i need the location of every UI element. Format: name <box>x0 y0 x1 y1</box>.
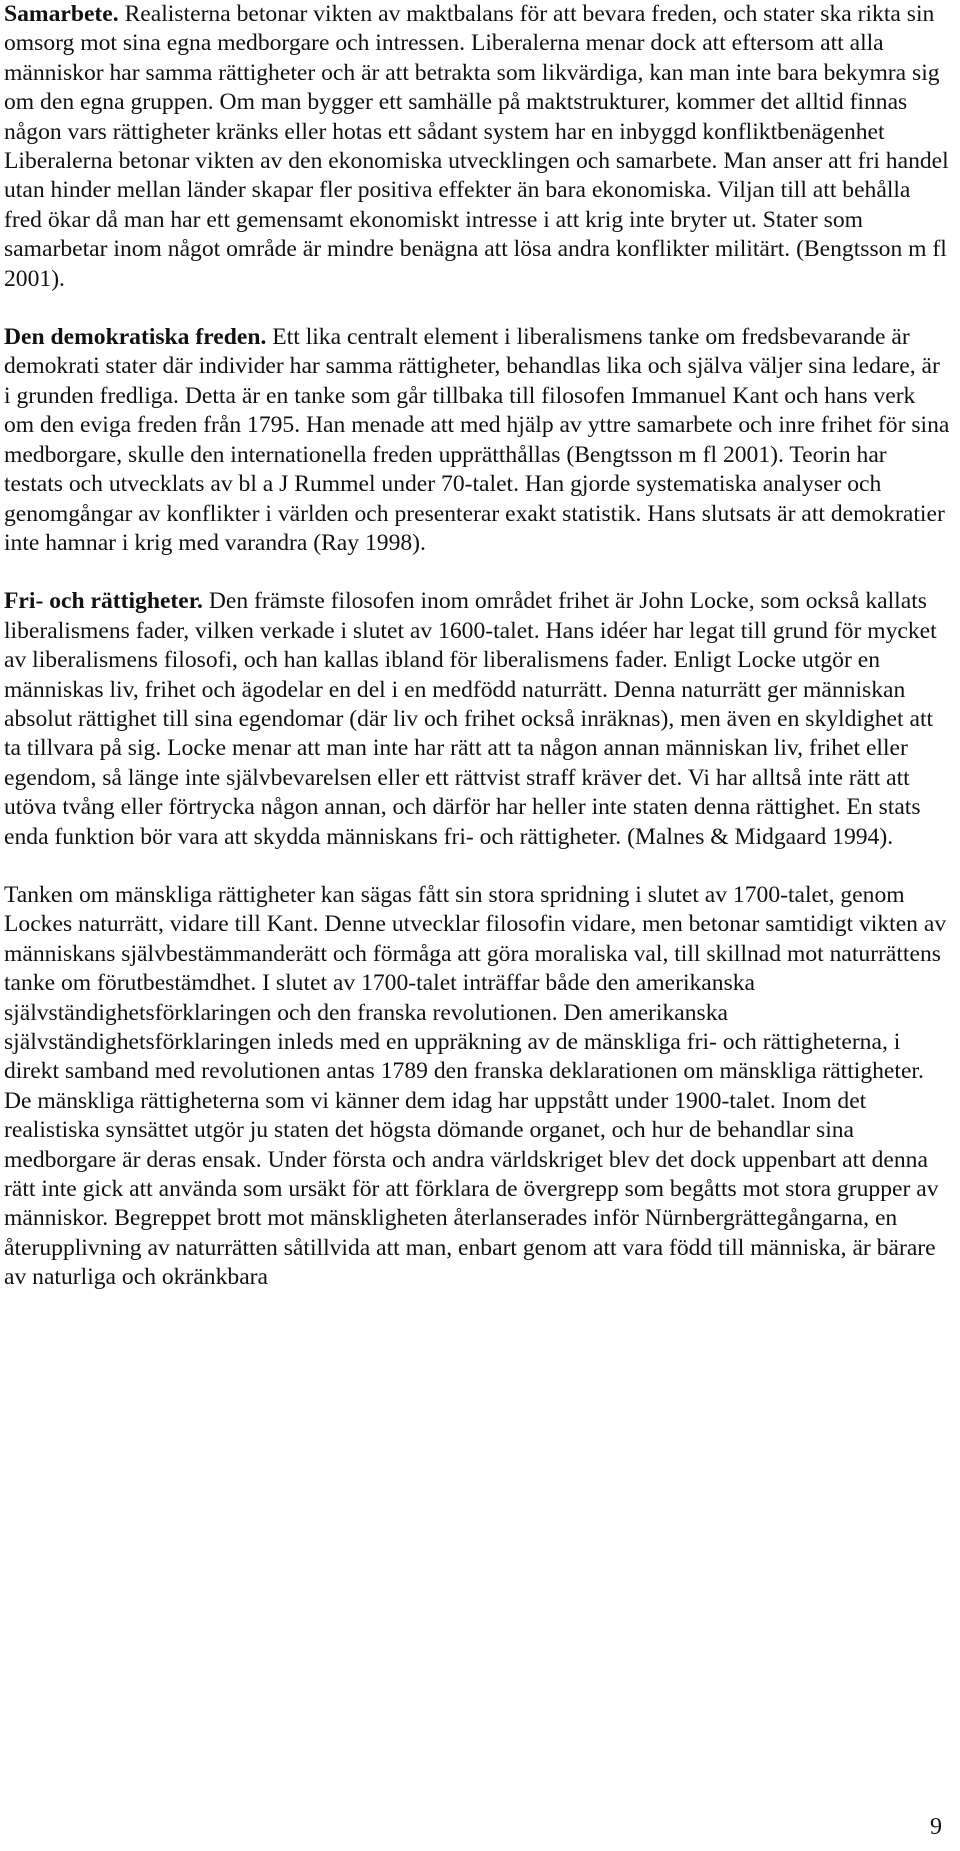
document-page <box>4 0 950 1293</box>
page-number: 9 <box>930 1814 942 1840</box>
paragraph-spacer <box>4 294 950 323</box>
paragraph-fri-och-rattigheter <box>4 587 950 852</box>
section-heading-fri-och-rattigheter: Fri- och rättigheter. <box>4 588 203 615</box>
section-heading-samarbete: Samarbete. <box>4 1 119 27</box>
section-heading-demokratiska-freden: Den demokratiska freden. <box>4 324 267 351</box>
paragraph-manskliga-rattigheter <box>4 881 950 1293</box>
paragraph-body-fri-och-rattigheter: Den främste filosofen inom området frihet är John Locke, som också kallats liberalismens fader, vilken verkade i slutet av 1600-talet. Hans idéer har legat till grund för mycket av liberalismens filosofi, och han kallas ibland för liberalismens fader. Enligt Locke utgör en människas liv, frihet och ägodelar en del i en medfödd naturrätt. Denna naturrätt ger människan absolut rättighet till sina egendomar (där liv och frihet också inräknas), men även en skyldighet att ta tillvara på sig. Locke menar att man inte har rätt att ta någon annan människan liv, frihet eller egendom, så länge inte självbevarelsen eller ett rättvist straff kräver det. Vi har alltså inte rätt att utöva tvång eller förtrycka någon annan, och därför har heller inte staten denna rättighet. En stats enda funktion bör vara att skydda människans fri- och rättigheter. (Malnes & Midgaard 1994). <box>4 588 937 850</box>
paragraph-spacer <box>4 558 950 587</box>
paragraph-samarbete <box>4 0 950 294</box>
paragraph-body-manskliga-rattigheter: Tanken om mänskliga rättigheter kan sägas fått sin stora spridning i slutet av 1700-talet, genom Lockes naturrätt, vidare till Kant. Denne utvecklar filosofin vidare, men betonar samtidigt vikten av människans självbestämmanderätt och förmåga att göra moraliska val, till skillnad mot naturrättens tanke om förutbestämdhet. I slutet av 1700-talet inträffar både den amerikanska självständighetsförklaringen och den franska revolutionen. Den amerikanska självständighetsförklaringen inleds med en uppräkning av de mänskliga fri- och rättigheterna, i direkt samband med revolutionen antas 1789 den franska deklarationen om mänskliga rättigheter. De mänskliga rättigheterna som vi känner dem idag har uppstått under 1900-talet. Inom det realistiska synsättet utgör ju staten det högsta dömande organet, och hur de behandlar sina medborgare är deras ensak. Under första och andra världskriget blev det dock uppenbart att denna rätt inte gick att använda som ursäkt för att förklara de övergrepp som begåtts mot stora grupper av människor. Begreppet brott mot mänskligheten återlanserades inför Nürnbergrättegångarna, en återupplivning av naturrätten såtillvida att man, enbart genom att vara född till människa, är bärare av naturliga och okränkbara <box>4 881 947 1291</box>
paragraph-spacer <box>4 852 950 881</box>
paragraph-body-demokratiska-freden: Ett lika centralt element i liberalismens tanke om fredsbevarande är demokrati stater där individer har samma rättigheter, behandlas lika och själva väljer sina ledare, är i grunden fredliga. Detta är en tanke som går tillbaka till filosofen Immanuel Kant och hans verk om den eviga freden från 1795. Han menade att med hjälp av yttre samarbete och inre frihet för sina medborgare, skulle den internationella freden upprätthållas (Bengtsson m fl 2001). Teorin har testats och utvecklats av bl a J Rummel under 70-talet. Han gjorde systematiska analyser och genomgångar av konflikter i världen och presenterar exakt statistik. Hans slutsats är att demokratier inte hamnar i krig med varandra (Ray 1998). <box>4 324 950 556</box>
paragraph-demokratiska-freden <box>4 323 950 558</box>
paragraph-body-samarbete: Realisterna betonar vikten av maktbalans för att bevara freden, och stater ska rikta sin omsorg mot sina egna medborgare och intressen. Liberalerna menar dock att eftersom att alla människor har samma rättigheter och är att betrakta som likvärdiga, kan man inte bara bekymra sig om den egna gruppen. Om man bygger ett samhälle på maktstrukturer, kommer det alltid finnas någon vars rättigheter kränks eller hotas ett sådant system har en inbyggd konfliktbenägenhet Liberalerna betonar vikten av den ekonomiska utvecklingen och samarbete. Man anser att fri handel utan hinder mellan länder skapar fler positiva effekter än bara ekonomiska. Viljan till att behålla fred ökar då man har ett gemensamt ekonomiskt intresse i att krig inte bryter ut. Stater som samarbetar inom något område är mindre benägna att lösa andra konflikter militärt. (Bengtsson m fl 2001). <box>4 1 949 292</box>
